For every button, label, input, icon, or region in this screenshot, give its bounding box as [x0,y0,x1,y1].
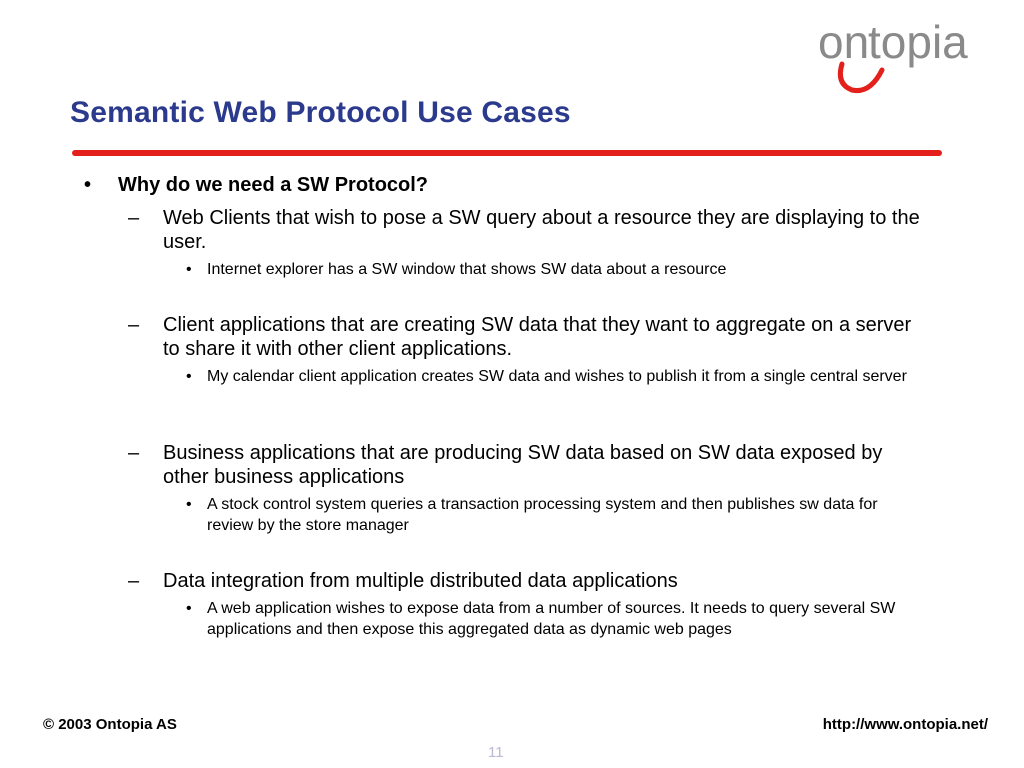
list-item-text: Web Clients that wish to pose a SW query about a resource they are displaying to the user. [163,207,920,253]
sub-item-text: Internet explorer has a SW window that shows SW data about a resource [207,261,727,278]
bullet-char: • [186,261,192,278]
bullet-char: • [186,368,192,385]
bullet-char: • [84,174,92,196]
list-item-text: Data integration from multiple distributed data applications [163,570,678,592]
list-item-text: Business applications that are producing SW data based on SW data exposed by other business applications [163,442,883,488]
bullet-heading: Why do we need a SW Protocol? [118,174,429,196]
footer-url[interactable]: http://www.ontopia.net/ [822,716,988,733]
logo-text-on: on [818,16,870,68]
list-item-text: Client applications that are creating SW data that they want to aggregate on a server to share it with other client applications. [163,314,912,360]
ontopia-logo [816,14,1010,100]
bullet-char: • [186,600,192,617]
sub-item-text: A web application wishes to expose data from a number of sources. It needs to query several SW applications and then expose this aggregated data as dynamic web pages [207,600,896,638]
dash-char: – [128,570,140,592]
sub-item-text: My calendar client application creates SW data and wishes to publish it from a single central server [207,368,907,385]
dash-char: – [128,314,140,336]
slide-title: Semantic Web Protocol Use Cases [70,96,571,129]
footer-copyright: © 2003 Ontopia AS [43,716,177,733]
title-divider [72,150,942,156]
sub-item-text: A stock control system queries a transaction processing system and then publishes sw data for review by the store manager [207,496,878,534]
dash-char: – [128,442,140,464]
bullet-char: • [186,496,192,513]
logo-text-topia: topia [868,16,968,68]
dash-char: – [128,207,140,229]
page-number: 11 [488,744,504,761]
